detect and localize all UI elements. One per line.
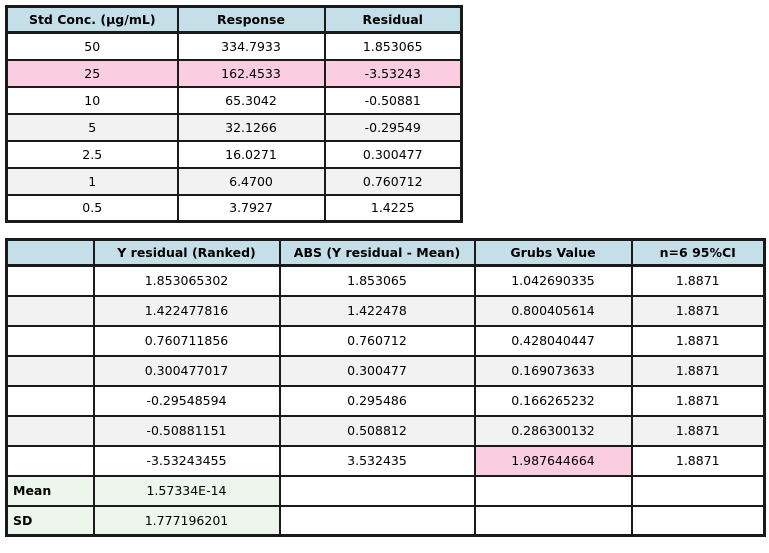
empty-cell bbox=[7, 266, 94, 296]
residual-cell: 0.760712 bbox=[325, 168, 462, 195]
y-residual-cell: -0.29548594 bbox=[94, 386, 280, 416]
response-cell: 32.1266 bbox=[178, 114, 325, 141]
residual-cell: -3.53243 bbox=[325, 60, 462, 87]
ci-cell: 1.8871 bbox=[632, 326, 765, 356]
grubs-value-cell: 0.800405614 bbox=[475, 296, 632, 326]
table-row bbox=[7, 326, 765, 356]
residual-cell: 0.300477 bbox=[325, 141, 462, 168]
column-header-y-residual-ranked: Y residual (Ranked) bbox=[94, 240, 280, 266]
empty-cell bbox=[7, 296, 94, 326]
column-header-grubs-value: Grubs Value bbox=[475, 240, 632, 266]
ci-cell: 1.8871 bbox=[632, 296, 765, 326]
empty-cell bbox=[632, 506, 765, 536]
grubs-value-cell: 0.428040447 bbox=[475, 326, 632, 356]
table-row bbox=[7, 195, 462, 222]
table-row-sd bbox=[7, 506, 765, 536]
column-header-blank bbox=[7, 240, 94, 266]
grubs-value-cell: 0.286300132 bbox=[475, 416, 632, 446]
table-row-outlier bbox=[7, 60, 462, 87]
column-header-ci: n=6 95%CI bbox=[632, 240, 765, 266]
grubs-value-cell: 1.042690335 bbox=[475, 266, 632, 296]
residual-cell: 1.4225 bbox=[325, 195, 462, 222]
column-header-std-conc: Std Conc. (µg/mL) bbox=[7, 7, 178, 33]
ci-cell: 1.8871 bbox=[632, 386, 765, 416]
column-header-abs-residual: ABS (Y residual - Mean) bbox=[280, 240, 475, 266]
abs-residual-cell: 1.853065 bbox=[280, 266, 475, 296]
y-residual-cell: -0.50881151 bbox=[94, 416, 280, 446]
std-conc-cell: 10 bbox=[7, 87, 178, 114]
response-cell: 6.4700 bbox=[178, 168, 325, 195]
y-residual-cell: 1.853065302 bbox=[94, 266, 280, 296]
empty-cell bbox=[7, 446, 94, 476]
table-row bbox=[7, 87, 462, 114]
sd-value-cell: 1.777196201 bbox=[94, 506, 280, 536]
y-residual-cell: 0.300477017 bbox=[94, 356, 280, 386]
ci-cell: 1.8871 bbox=[632, 416, 765, 446]
std-conc-cell: 25 bbox=[7, 60, 178, 87]
empty-cell bbox=[475, 506, 632, 536]
abs-residual-cell: 0.760712 bbox=[280, 326, 475, 356]
mean-value-cell: 1.57334E-14 bbox=[94, 476, 280, 506]
table-row bbox=[7, 33, 462, 60]
residual-cell: -0.50881 bbox=[325, 87, 462, 114]
grubs-value-cell: 0.166265232 bbox=[475, 386, 632, 416]
std-conc-cell: 5 bbox=[7, 114, 178, 141]
empty-cell bbox=[7, 416, 94, 446]
row-label-sd: SD bbox=[7, 506, 94, 536]
column-header-response: Response bbox=[178, 7, 325, 33]
response-cell: 65.3042 bbox=[178, 87, 325, 114]
abs-residual-cell: 0.508812 bbox=[280, 416, 475, 446]
ci-cell: 1.8871 bbox=[632, 356, 765, 386]
table-row bbox=[7, 168, 462, 195]
empty-cell bbox=[632, 476, 765, 506]
table-row-mean bbox=[7, 476, 765, 506]
grubbs-test-table bbox=[5, 238, 766, 537]
grubs-value-cell: 0.169073633 bbox=[475, 356, 632, 386]
std-conc-cell: 1 bbox=[7, 168, 178, 195]
table-row bbox=[7, 114, 462, 141]
std-conc-cell: 2.5 bbox=[7, 141, 178, 168]
y-residual-cell: -3.53243455 bbox=[94, 446, 280, 476]
std-conc-cell: 0.5 bbox=[7, 195, 178, 222]
header-row bbox=[7, 240, 765, 266]
column-header-residual: Residual bbox=[325, 7, 462, 33]
table-row bbox=[7, 416, 765, 446]
residual-cell: -0.29549 bbox=[325, 114, 462, 141]
ci-cell: 1.8871 bbox=[632, 446, 765, 476]
grubs-value-cell-outlier: 1.987644664 bbox=[475, 446, 632, 476]
table-row bbox=[7, 296, 765, 326]
table-row bbox=[7, 386, 765, 416]
y-residual-cell: 1.422477816 bbox=[94, 296, 280, 326]
empty-cell bbox=[475, 476, 632, 506]
std-conc-cell: 50 bbox=[7, 33, 178, 60]
table-row bbox=[7, 266, 765, 296]
empty-cell bbox=[7, 326, 94, 356]
empty-cell bbox=[7, 356, 94, 386]
empty-cell bbox=[280, 476, 475, 506]
abs-residual-cell: 1.422478 bbox=[280, 296, 475, 326]
standards-residuals-table bbox=[5, 5, 463, 223]
table-row bbox=[7, 356, 765, 386]
abs-residual-cell: 0.300477 bbox=[280, 356, 475, 386]
residual-cell: 1.853065 bbox=[325, 33, 462, 60]
response-cell: 16.0271 bbox=[178, 141, 325, 168]
header-row bbox=[7, 7, 462, 33]
response-cell: 334.7933 bbox=[178, 33, 325, 60]
empty-cell bbox=[7, 386, 94, 416]
empty-cell bbox=[280, 506, 475, 536]
table-row bbox=[7, 141, 462, 168]
y-residual-cell: 0.760711856 bbox=[94, 326, 280, 356]
abs-residual-cell: 0.295486 bbox=[280, 386, 475, 416]
response-cell: 162.4533 bbox=[178, 60, 325, 87]
response-cell: 3.7927 bbox=[178, 195, 325, 222]
abs-residual-cell: 3.532435 bbox=[280, 446, 475, 476]
row-label-mean: Mean bbox=[7, 476, 94, 506]
table-row-outlier bbox=[7, 446, 765, 476]
ci-cell: 1.8871 bbox=[632, 266, 765, 296]
